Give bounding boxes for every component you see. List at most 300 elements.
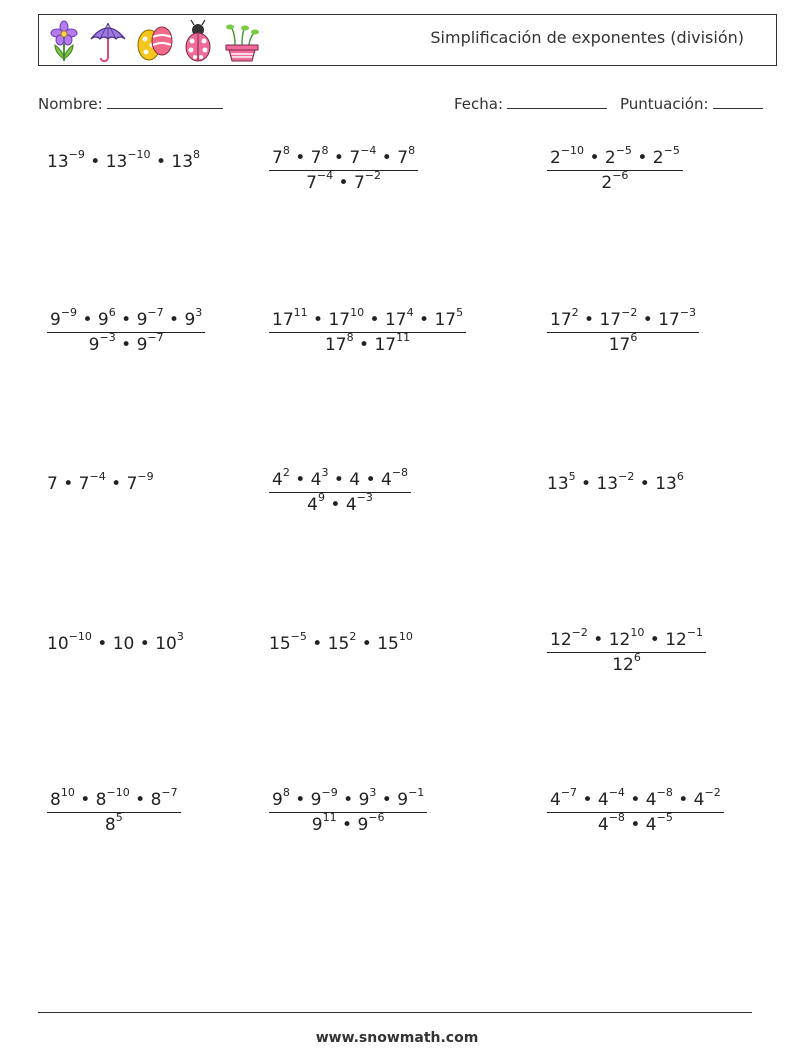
power-term bbox=[47, 148, 85, 172]
term-base: 12 bbox=[612, 655, 634, 675]
numerator bbox=[547, 144, 683, 171]
term-base: 4 bbox=[597, 790, 609, 810]
term-exponent: −1 bbox=[686, 626, 704, 640]
multiply-operator: • bbox=[584, 148, 605, 168]
term-base: 2 bbox=[550, 148, 561, 168]
term-exponent: −5 bbox=[663, 144, 680, 158]
term-base: 8 bbox=[95, 790, 107, 810]
term-base: 8 bbox=[104, 815, 116, 835]
term-base: 4 bbox=[272, 470, 283, 490]
name-field bbox=[38, 94, 223, 113]
term-exponent: −10 bbox=[68, 630, 92, 644]
term-base: 13 bbox=[655, 474, 677, 494]
term-exponent: 10 bbox=[60, 786, 75, 800]
power-term bbox=[645, 786, 673, 810]
term-exponent: 8 bbox=[282, 144, 290, 158]
numerator bbox=[547, 306, 699, 333]
date-label: Fecha: bbox=[454, 95, 504, 113]
expression bbox=[269, 630, 413, 654]
term-exponent: −9 bbox=[321, 786, 338, 800]
term-base: 9 bbox=[397, 790, 409, 810]
term-base: 4 bbox=[550, 790, 561, 810]
power-term bbox=[272, 786, 290, 810]
multiply-operator: • bbox=[587, 630, 609, 650]
multiply-operator: • bbox=[328, 470, 350, 490]
term-exponent: 10 bbox=[350, 306, 365, 320]
term-base: 9 bbox=[88, 335, 100, 355]
power-term bbox=[645, 811, 673, 835]
term-base: 9 bbox=[97, 310, 109, 330]
power-term bbox=[136, 306, 164, 330]
term-base: 4 bbox=[645, 790, 657, 810]
problem-4 bbox=[47, 306, 205, 355]
power-term bbox=[311, 811, 337, 835]
denominator bbox=[307, 493, 373, 515]
term-exponent: 2 bbox=[349, 630, 357, 644]
term-exponent: −6 bbox=[368, 811, 385, 825]
term-base: 7 bbox=[126, 474, 138, 494]
term-base: 12 bbox=[665, 630, 687, 650]
term-exponent: −2 bbox=[618, 470, 635, 484]
term-exponent: −7 bbox=[161, 786, 178, 800]
multiply-operator: • bbox=[364, 310, 385, 330]
ladybug-icon bbox=[183, 19, 213, 63]
power-term bbox=[374, 331, 411, 355]
power-term bbox=[272, 144, 290, 168]
term-base: 17 bbox=[324, 335, 347, 355]
term-base: 9 bbox=[310, 790, 322, 810]
expression bbox=[47, 630, 184, 654]
multiply-operator: • bbox=[672, 790, 694, 810]
power-term bbox=[105, 148, 151, 172]
fraction bbox=[269, 144, 418, 193]
numerator bbox=[47, 786, 181, 813]
power-term bbox=[310, 466, 329, 490]
power-term bbox=[349, 144, 377, 168]
power-term bbox=[345, 491, 373, 515]
term-exponent: −4 bbox=[360, 144, 377, 158]
problem-5 bbox=[269, 306, 466, 355]
term-base: 10 bbox=[155, 634, 177, 654]
name-label: Nombre: bbox=[38, 95, 103, 113]
power-term bbox=[665, 626, 704, 650]
power-term bbox=[50, 306, 78, 330]
term-exponent: 8 bbox=[408, 144, 416, 158]
power-term bbox=[357, 811, 385, 835]
term-base: 7 bbox=[47, 474, 58, 494]
term-base: 17 bbox=[272, 310, 294, 330]
power-term bbox=[78, 470, 106, 494]
term-base: 13 bbox=[596, 474, 619, 494]
term-exponent: −8 bbox=[608, 811, 625, 825]
term-exponent: 9 bbox=[318, 491, 325, 505]
term-exponent: −10 bbox=[106, 786, 130, 800]
denominator bbox=[312, 813, 385, 835]
term-base: 12 bbox=[608, 630, 631, 650]
multiply-operator: • bbox=[163, 310, 185, 330]
multiply-operator: • bbox=[624, 815, 646, 835]
term-base: 17 bbox=[328, 310, 351, 330]
power-term bbox=[47, 630, 92, 654]
power-term bbox=[397, 144, 416, 168]
term-base: 9 bbox=[136, 310, 148, 330]
term-base: 13 bbox=[47, 152, 69, 172]
term-base: 13 bbox=[547, 474, 569, 494]
worksheet-header bbox=[38, 14, 777, 66]
term-exponent: −10 bbox=[560, 144, 585, 158]
term-base: 9 bbox=[136, 335, 148, 355]
power-term bbox=[599, 306, 638, 330]
score-field bbox=[620, 94, 763, 113]
power-term bbox=[307, 491, 325, 515]
term-exponent: 11 bbox=[396, 331, 411, 345]
term-exponent: −8 bbox=[656, 786, 673, 800]
term-exponent: −5 bbox=[615, 144, 632, 158]
denominator bbox=[601, 171, 628, 193]
power-term bbox=[95, 786, 130, 810]
fraction bbox=[547, 626, 706, 675]
power-term bbox=[693, 786, 721, 810]
term-base: 7 bbox=[353, 173, 365, 193]
term-base: 9 bbox=[311, 815, 323, 835]
problem-15 bbox=[547, 786, 724, 835]
worksheet-title: Simplificación de exponentes (división) bbox=[430, 28, 744, 47]
multiply-operator: • bbox=[77, 310, 98, 330]
term-exponent: −9 bbox=[60, 306, 78, 320]
term-exponent: −2 bbox=[621, 306, 638, 320]
power-term bbox=[550, 626, 588, 650]
numerator bbox=[269, 786, 427, 813]
term-base: 9 bbox=[184, 310, 196, 330]
fraction bbox=[547, 786, 724, 835]
power-term bbox=[596, 470, 635, 494]
term-exponent: −2 bbox=[571, 626, 588, 640]
multiply-operator: • bbox=[376, 790, 398, 810]
multiply-operator: • bbox=[644, 630, 666, 650]
term-base: 9 bbox=[357, 815, 369, 835]
term-exponent: −6 bbox=[612, 169, 629, 183]
power-term bbox=[358, 786, 377, 810]
power-term bbox=[612, 651, 641, 675]
power-term bbox=[171, 148, 201, 172]
header-icons bbox=[49, 19, 261, 63]
term-exponent: −4 bbox=[608, 786, 625, 800]
multiply-operator: • bbox=[577, 790, 598, 810]
term-base: 7 bbox=[306, 173, 317, 193]
power-term bbox=[88, 331, 116, 355]
term-base: 2 bbox=[652, 148, 664, 168]
term-base: 9 bbox=[50, 310, 61, 330]
term-base: 8 bbox=[150, 790, 162, 810]
footer-divider bbox=[38, 1012, 752, 1013]
term-base: 7 bbox=[310, 148, 322, 168]
denominator bbox=[325, 333, 410, 355]
term-exponent: 3 bbox=[176, 630, 184, 644]
term-base: 4 bbox=[693, 790, 705, 810]
power-term bbox=[104, 811, 123, 835]
problem-2 bbox=[269, 144, 418, 193]
multiply-operator: • bbox=[74, 790, 96, 810]
term-exponent: −7 bbox=[147, 331, 164, 345]
power-term bbox=[655, 470, 684, 494]
expression bbox=[547, 470, 684, 494]
multiply-operator: • bbox=[356, 634, 378, 654]
problem-6 bbox=[547, 306, 699, 355]
problem-8 bbox=[269, 466, 411, 515]
power-term bbox=[550, 144, 585, 168]
multiply-operator: • bbox=[624, 790, 646, 810]
power-term bbox=[113, 634, 135, 654]
multiply-operator: • bbox=[91, 634, 113, 654]
term-base: 4 bbox=[310, 470, 322, 490]
easter-eggs-icon bbox=[137, 19, 173, 63]
term-exponent: 10 bbox=[398, 630, 413, 644]
power-term bbox=[47, 474, 58, 494]
power-term bbox=[601, 169, 629, 193]
term-base: 12 bbox=[550, 630, 572, 650]
term-base: 4 bbox=[307, 495, 318, 515]
power-term bbox=[384, 306, 414, 330]
term-base: 17 bbox=[599, 310, 622, 330]
denominator bbox=[609, 333, 638, 355]
term-exponent: 8 bbox=[193, 148, 201, 162]
power-term bbox=[269, 630, 307, 654]
term-exponent: 2 bbox=[282, 466, 290, 480]
term-exponent: 8 bbox=[346, 331, 354, 345]
power-term bbox=[310, 786, 338, 810]
power-term bbox=[328, 306, 365, 330]
term-exponent: 10 bbox=[630, 626, 645, 640]
fraction bbox=[47, 306, 205, 355]
problem-10 bbox=[47, 630, 184, 654]
term-base: 17 bbox=[384, 310, 407, 330]
term-exponent: −4 bbox=[89, 470, 106, 484]
term-exponent: −5 bbox=[290, 630, 307, 644]
multiply-operator: • bbox=[337, 790, 359, 810]
power-term bbox=[434, 306, 464, 330]
score-label: Puntuación: bbox=[620, 95, 709, 113]
term-base: 2 bbox=[601, 173, 613, 193]
power-term bbox=[136, 331, 164, 355]
denominator bbox=[105, 813, 123, 835]
term-exponent: 6 bbox=[676, 470, 684, 484]
multiply-operator: • bbox=[150, 152, 172, 172]
multiply-operator: • bbox=[634, 474, 656, 494]
term-base: 4 bbox=[597, 815, 609, 835]
term-exponent: 2 bbox=[571, 306, 579, 320]
multiply-operator: • bbox=[333, 173, 354, 193]
multiply-operator: • bbox=[578, 310, 600, 330]
term-base: 15 bbox=[327, 634, 350, 654]
power-term bbox=[550, 306, 579, 330]
power-term bbox=[324, 331, 354, 355]
multiply-operator: • bbox=[631, 148, 653, 168]
multiply-operator: • bbox=[325, 495, 346, 515]
numerator bbox=[269, 306, 466, 333]
power-term bbox=[377, 630, 413, 654]
denominator bbox=[306, 171, 381, 193]
term-base: 17 bbox=[374, 335, 397, 355]
power-term bbox=[155, 630, 184, 654]
date-field bbox=[454, 94, 607, 113]
term-exponent: 8 bbox=[282, 786, 290, 800]
multiply-operator: • bbox=[360, 470, 382, 490]
term-base: 2 bbox=[604, 148, 616, 168]
problem-14 bbox=[269, 786, 427, 835]
multiply-operator: • bbox=[105, 474, 127, 494]
umbrella-icon bbox=[89, 19, 127, 63]
problem-13 bbox=[47, 786, 181, 835]
multiply-operator: • bbox=[575, 474, 597, 494]
multiply-operator: • bbox=[289, 148, 311, 168]
term-base: 17 bbox=[608, 335, 631, 355]
denominator bbox=[612, 653, 641, 675]
multiply-operator: • bbox=[289, 790, 311, 810]
multiply-operator: • bbox=[307, 310, 329, 330]
multiply-operator: • bbox=[376, 148, 398, 168]
term-base: 17 bbox=[658, 310, 680, 330]
term-exponent: 3 bbox=[321, 466, 329, 480]
term-exponent: −3 bbox=[679, 306, 697, 320]
term-exponent: −7 bbox=[560, 786, 578, 800]
term-base: 7 bbox=[78, 474, 90, 494]
term-exponent: −9 bbox=[137, 470, 154, 484]
power-term bbox=[150, 786, 178, 810]
power-term bbox=[310, 144, 329, 168]
term-exponent: −2 bbox=[704, 786, 721, 800]
fraction bbox=[47, 786, 181, 835]
multiply-operator: • bbox=[57, 474, 79, 494]
term-exponent: 5 bbox=[115, 811, 123, 825]
power-term bbox=[272, 306, 308, 330]
multiply-operator: • bbox=[328, 148, 350, 168]
term-base: 17 bbox=[434, 310, 457, 330]
term-base: 15 bbox=[377, 634, 399, 654]
term-exponent: 6 bbox=[633, 651, 641, 665]
power-term bbox=[306, 169, 334, 193]
term-exponent: −9 bbox=[68, 148, 85, 162]
power-term bbox=[547, 470, 576, 494]
power-term bbox=[652, 144, 680, 168]
multiply-operator: • bbox=[129, 790, 151, 810]
term-exponent: −5 bbox=[656, 811, 673, 825]
multiply-operator: • bbox=[115, 310, 137, 330]
denominator bbox=[89, 333, 164, 355]
power-term bbox=[597, 786, 625, 810]
flower-icon bbox=[49, 19, 79, 63]
term-base: 10 bbox=[112, 634, 135, 654]
fraction bbox=[269, 466, 411, 515]
multiply-operator: • bbox=[336, 815, 358, 835]
problem-7 bbox=[47, 470, 154, 494]
power-term bbox=[184, 306, 203, 330]
power-term bbox=[550, 786, 578, 810]
power-term bbox=[327, 630, 357, 654]
power-term bbox=[50, 786, 75, 810]
fraction bbox=[269, 786, 427, 835]
problem-11 bbox=[269, 630, 413, 654]
term-exponent: 8 bbox=[321, 144, 329, 158]
footer-url: www.snowmath.com bbox=[315, 1030, 479, 1046]
power-term bbox=[604, 144, 632, 168]
problem-9 bbox=[547, 470, 684, 494]
date-blank[interactable] bbox=[507, 94, 607, 109]
problem-1 bbox=[47, 148, 200, 172]
power-term bbox=[349, 470, 360, 490]
term-base: 13 bbox=[171, 152, 194, 172]
term-exponent: 5 bbox=[568, 470, 576, 484]
denominator bbox=[598, 813, 673, 835]
numerator bbox=[547, 786, 724, 813]
numerator bbox=[47, 306, 205, 333]
expression bbox=[47, 148, 200, 172]
power-term bbox=[97, 306, 116, 330]
fraction bbox=[547, 144, 683, 193]
power-term bbox=[608, 626, 645, 650]
fraction bbox=[547, 306, 699, 355]
multiply-operator: • bbox=[84, 152, 106, 172]
multiply-operator: • bbox=[134, 634, 156, 654]
term-exponent: 5 bbox=[456, 306, 464, 320]
numerator bbox=[547, 626, 706, 653]
term-exponent: −1 bbox=[408, 786, 425, 800]
power-term bbox=[597, 811, 625, 835]
term-exponent: 4 bbox=[406, 306, 414, 320]
term-exponent: −3 bbox=[99, 331, 116, 345]
multiply-operator: • bbox=[115, 335, 137, 355]
power-term bbox=[353, 169, 381, 193]
fraction bbox=[269, 306, 466, 355]
term-base: 4 bbox=[345, 495, 357, 515]
multiply-operator: • bbox=[306, 634, 328, 654]
score-blank[interactable] bbox=[713, 94, 763, 109]
multiply-operator: • bbox=[637, 310, 659, 330]
term-exponent: 3 bbox=[369, 786, 377, 800]
term-base: 4 bbox=[349, 470, 361, 490]
multiply-operator: • bbox=[413, 310, 435, 330]
term-exponent: −4 bbox=[316, 169, 334, 183]
seedling-pot-icon bbox=[223, 19, 261, 63]
term-base: 4 bbox=[381, 470, 392, 490]
power-term bbox=[608, 331, 638, 355]
term-base: 10 bbox=[47, 634, 69, 654]
term-base: 7 bbox=[349, 148, 361, 168]
term-base: 9 bbox=[272, 790, 283, 810]
term-exponent: −2 bbox=[364, 169, 381, 183]
term-exponent: 11 bbox=[322, 811, 337, 825]
power-term bbox=[658, 306, 697, 330]
problem-12 bbox=[547, 626, 706, 675]
term-base: 13 bbox=[105, 152, 128, 172]
term-exponent: −7 bbox=[147, 306, 164, 320]
problem-3 bbox=[547, 144, 683, 193]
power-term bbox=[381, 466, 409, 490]
term-base: 7 bbox=[272, 148, 283, 168]
term-exponent: −8 bbox=[391, 466, 409, 480]
power-term bbox=[272, 466, 290, 490]
term-base: 4 bbox=[645, 815, 657, 835]
numerator bbox=[269, 144, 418, 171]
name-blank[interactable] bbox=[107, 94, 223, 109]
term-exponent: −3 bbox=[356, 491, 373, 505]
term-exponent: 6 bbox=[108, 306, 116, 320]
power-term bbox=[126, 470, 154, 494]
term-base: 15 bbox=[269, 634, 291, 654]
expression bbox=[47, 470, 154, 494]
multiply-operator: • bbox=[353, 335, 375, 355]
power-term bbox=[397, 786, 425, 810]
numerator bbox=[269, 466, 411, 493]
